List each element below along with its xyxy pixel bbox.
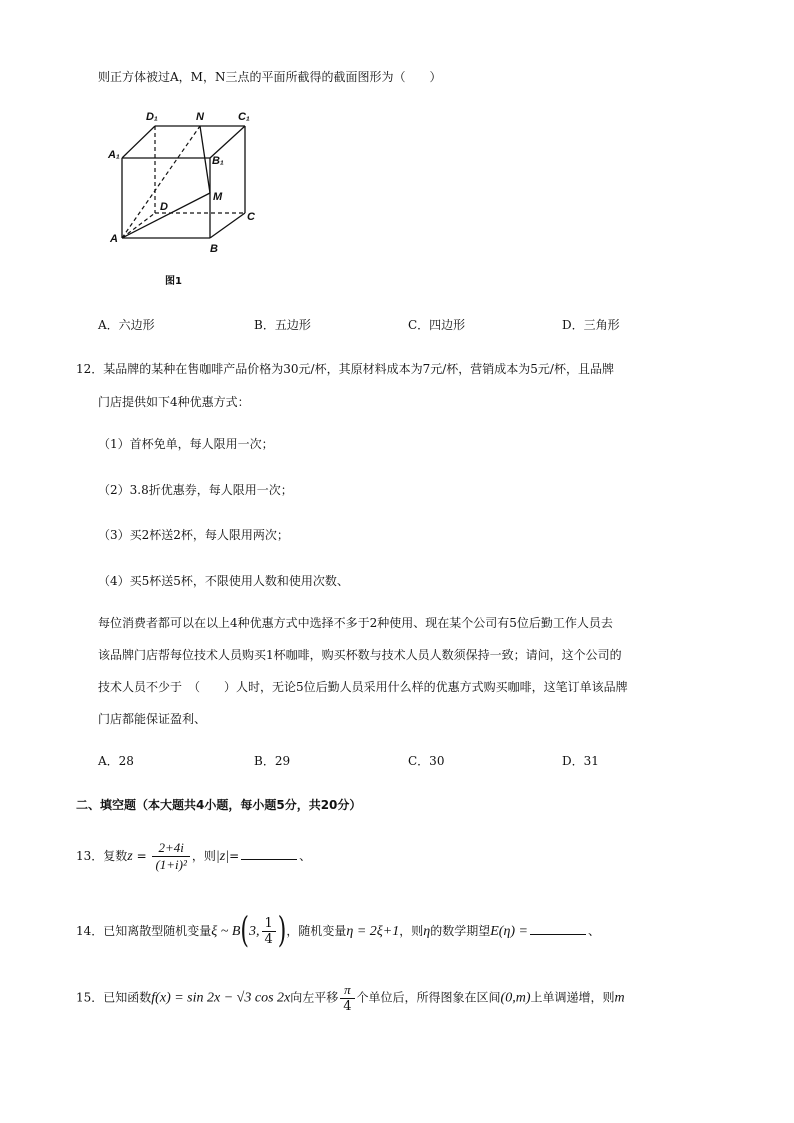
q14-number: 14． xyxy=(76,924,104,938)
q14-text-4: 的数学期望 xyxy=(430,924,491,938)
q15-text-2: 向左平移 xyxy=(290,990,339,1005)
q14-left-paren: ( xyxy=(240,911,250,952)
label-d: D xyxy=(160,201,168,213)
q15-text-3: 个单位后，所得图象在区间 xyxy=(356,990,501,1005)
q13-text-2: ，则 xyxy=(191,849,216,863)
label-b: B xyxy=(210,243,218,255)
q15-frac-num: π xyxy=(340,982,354,999)
q14-frac-num: 1 xyxy=(262,916,276,932)
figure-caption: 图1 xyxy=(165,276,182,287)
section2-heading: 二、填空题（本大题共4小题，每小题5分，共20分） xyxy=(76,798,362,812)
q15-text-1: 已知函数 xyxy=(103,990,152,1005)
line-a-m xyxy=(122,193,210,238)
q11-stem: 则正方体被过A，M，N三点的平面所截得的截面图形为（ ） xyxy=(98,70,442,84)
q12-para-2: 该品牌门店帮每位技术人员购买1杯咖啡，购买杯数与技术人员人数须保持一致；请问，这个公司的 xyxy=(98,648,622,662)
q13-text-3: = xyxy=(229,849,240,863)
q14-dist: ξ ~ B xyxy=(211,924,241,939)
q15-text-4: 上单调递增，则 xyxy=(530,990,615,1005)
label-c1: C₁ xyxy=(238,111,250,123)
q14-text-1: 已知离散型随机变量 xyxy=(103,924,212,938)
q15-frac-den: 4 xyxy=(343,999,352,1014)
q11-option-a: A．六边形 xyxy=(98,318,155,332)
q11-option-c: C．四边形 xyxy=(408,318,466,332)
q15 xyxy=(76,982,625,1014)
q12-para-3: 技术人员不少于 （ ）人时，无论5位后勤人员采用什么样的优惠方式购买咖啡，这笔订单该品牌 xyxy=(98,680,628,694)
q14-answer-blank[interactable] xyxy=(530,922,586,935)
q12-option-c: C．30 xyxy=(408,754,445,768)
q12-option-a: A．28 xyxy=(98,754,134,768)
q11-option-d: D．三角形 xyxy=(562,318,620,332)
q14-expect: E(η) = xyxy=(490,924,529,939)
q14-eta: η xyxy=(423,924,431,939)
q15-func: f(x) = sin 2x − √3 cos 2x xyxy=(151,990,291,1006)
label-n: N xyxy=(196,111,204,123)
q12-item-2: （2）3.8折优惠券，每人限用一次； xyxy=(98,483,293,497)
q14-text-3: ，则 xyxy=(399,924,424,938)
edge-a-d xyxy=(122,213,155,238)
q12-para-1: 每位消费者都可以在以上4种优惠方式中选择不多于2种使用、现在某个公司有5位后勤工作人员去 xyxy=(98,616,613,630)
q13-abs-z: |z| xyxy=(215,849,230,864)
q14-rel: η = 2ξ+1 xyxy=(346,924,400,939)
q12-line1: 12．某品牌的某种在售咖啡产品价格为30元/杯，其原材料成本为7元/杯，营销成本为5元/杯，且品牌 xyxy=(76,362,614,376)
q13-answer-blank[interactable] xyxy=(241,847,297,860)
label-a: A xyxy=(110,233,118,245)
q12-item-1: （1）首杯免单，每人限用一次； xyxy=(98,437,274,451)
edge-b-c xyxy=(210,213,245,238)
q12-para-4: 门店都能保证盈利、 xyxy=(98,712,207,726)
q12-line2: 门店提供如下4种优惠方式： xyxy=(98,395,250,409)
q15-number: 15． xyxy=(76,990,104,1005)
q14 xyxy=(76,911,601,952)
q13-z: z xyxy=(127,849,133,864)
q14-arg-a: 3, xyxy=(249,924,260,939)
q14-text-2: ，随机变量 xyxy=(286,924,347,938)
q13-text-1: 复数 xyxy=(103,849,128,863)
q13-frac-den: (1+i)² xyxy=(155,857,187,872)
q12-option-d: D．31 xyxy=(562,754,599,768)
q13-frac-num: 2+4i xyxy=(152,840,189,857)
q13-fraction xyxy=(152,840,189,873)
q15-fraction xyxy=(340,982,354,1014)
line-m-n xyxy=(200,126,210,193)
label-a1: A₁ xyxy=(108,149,120,161)
label-b1: B₁ xyxy=(212,155,224,167)
q15-m: m xyxy=(614,990,625,1006)
q12-item-3: （3）买2杯送2杯，每人限用两次； xyxy=(98,528,289,542)
q14-frac-den: 4 xyxy=(264,932,273,947)
label-d1: D₁ xyxy=(146,111,158,123)
q15-interval: (0,m) xyxy=(500,990,531,1006)
q13-end: 、 xyxy=(299,849,312,863)
edge-a1-d1 xyxy=(122,126,155,158)
q12-option-b: B．29 xyxy=(254,754,291,768)
q13-eq: = xyxy=(132,849,151,863)
q14-fraction xyxy=(262,916,276,947)
line-a-n xyxy=(122,126,200,238)
q11-option-b: B．五边形 xyxy=(254,318,311,332)
q13-number: 13． xyxy=(76,849,104,863)
q14-end: 、 xyxy=(588,924,601,938)
label-m: M xyxy=(213,191,223,203)
cube-figure xyxy=(100,108,300,298)
q12-item-4: （4）买5杯送5杯，不限使用人数和使用次数、 xyxy=(98,574,349,588)
edge-b1-c1 xyxy=(210,126,245,158)
q14-right-paren: ) xyxy=(277,911,287,952)
label-c: C xyxy=(247,211,255,223)
q13 xyxy=(76,840,311,873)
